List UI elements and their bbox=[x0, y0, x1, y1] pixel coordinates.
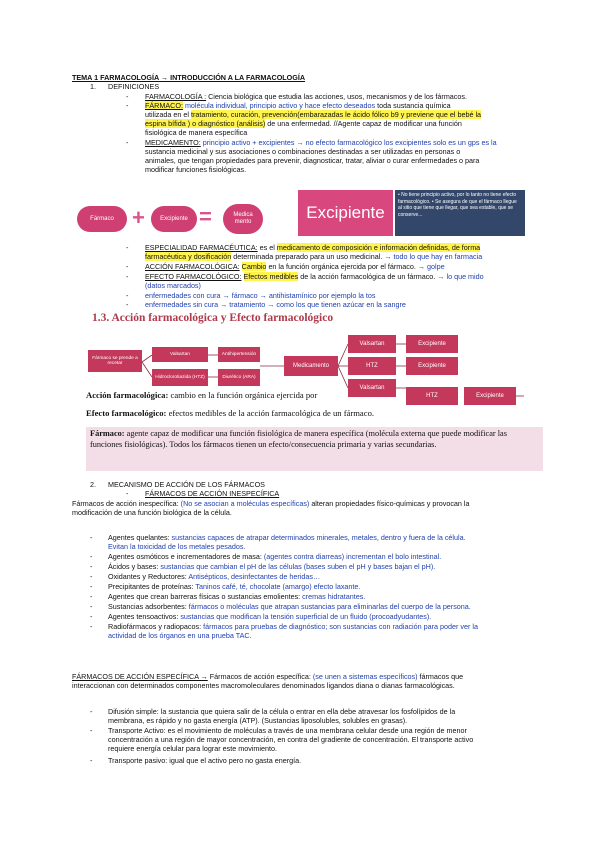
efecto-definition bbox=[86, 408, 374, 418]
text: cambio en la función orgánica ejercida por bbox=[170, 390, 318, 400]
note-bullet: enfermedades con cura → fármaco → antihistamínico por ejemplo la tos bbox=[145, 291, 376, 300]
bullet-dash: - bbox=[126, 243, 129, 252]
item-text: cremas hidratantes. bbox=[302, 592, 366, 601]
list-item-cont: requiere energía celular para lograr este movimiento. bbox=[108, 744, 277, 753]
accion-definition bbox=[86, 390, 317, 400]
definition-medicamento bbox=[145, 138, 497, 147]
item-label: Agentes que crean barreras físicas o sustancias emolientes: bbox=[108, 592, 301, 601]
text: es el bbox=[259, 243, 275, 252]
intro-line bbox=[72, 499, 470, 508]
medicamento-pill: Medica mento bbox=[223, 204, 263, 234]
definition-line bbox=[145, 110, 481, 119]
bullet-dash: - bbox=[90, 612, 93, 621]
highlighted-text: espina bífida ) o diagnóstico (análisis) bbox=[145, 119, 266, 128]
item-label: Agentes quelantes: bbox=[108, 533, 170, 542]
excipiente-banner: Excipiente bbox=[298, 190, 393, 236]
text: determinada preparado para un uso medicinal. bbox=[233, 252, 383, 261]
list-item: Transporte pasivo: igual que el activo pero no gasta energía. bbox=[108, 756, 302, 765]
item-text: fármacos para pruebas de diagnóstico; son sustancias con radiación para poder ver la bbox=[203, 622, 478, 631]
definition-efecto bbox=[145, 272, 484, 281]
term-text: Ciencia biológica que estudia las acciones, usos, mecanismos y de los fármacos. bbox=[208, 92, 467, 101]
text: Fármacos de acción específica: bbox=[209, 672, 311, 681]
item-label: Radiofármacos y radiopacos: bbox=[108, 622, 202, 631]
list-item-cont: membrana, es rápido y no gasta energía (ATP). (Sustancias liposolubles, solubles en grasas). bbox=[108, 716, 408, 725]
text: de la acción farmacológica de un fármaco. bbox=[300, 272, 436, 281]
list-item bbox=[108, 602, 471, 611]
definition-farmacologia bbox=[145, 92, 467, 101]
definition-line: fisiológica de manera específica bbox=[145, 128, 248, 137]
antihipertensivo-box: Antihipertensión bbox=[218, 347, 260, 362]
excipiente-box: Excipiente bbox=[406, 335, 458, 353]
definition-accion bbox=[145, 262, 445, 271]
highlighted-text: Cambio bbox=[241, 262, 267, 271]
list-item bbox=[108, 552, 441, 561]
term-label: ESPECIALIDAD FARMACÉUTICA: bbox=[145, 243, 258, 252]
highlighted-text: tratamiento, curación, prevención(embarazadas le ácido fólico b9 y previene que el bebé la bbox=[190, 110, 482, 119]
heading-label: FÁRMACOS DE ACCIÓN ESPECÍFICA → bbox=[72, 672, 208, 681]
definition-line: sustancia medicinal y sus asociaciones o combinaciones destinadas a ser utilizadas en personas o bbox=[145, 147, 461, 156]
bullet-dash: - bbox=[90, 707, 93, 716]
subsection-heading: FÁRMACOS DE ACCIÓN INESPECÍFICA bbox=[145, 489, 280, 498]
bullet-dash: - bbox=[126, 138, 129, 147]
item-label: Agentes tensoactivos: bbox=[108, 612, 179, 621]
list-item: Transporte Activo: es el movimiento de moléculas a través de una membrana celular desde una región de menor bbox=[108, 726, 467, 735]
bullet-dash: - bbox=[126, 101, 129, 110]
item-text: (agentes contra diarreas) incrementan el bolo intestinal. bbox=[263, 552, 442, 561]
especifica-heading bbox=[72, 672, 463, 681]
bullet-dash: - bbox=[126, 489, 129, 498]
item-text: fármacos o moléculas que atrapan sustancias para eliminarlas del cuerpo de la persona. bbox=[188, 602, 471, 611]
text: de una enfermedad. //Agente capaz de modificar una función bbox=[267, 119, 462, 128]
bullet-dash: - bbox=[90, 602, 93, 611]
valsartan-box: Valsartan bbox=[348, 379, 396, 397]
equals-icon: = bbox=[199, 204, 212, 229]
bullet-dash: - bbox=[90, 726, 93, 735]
list-item bbox=[108, 562, 435, 571]
valsartan-box: Valsartan bbox=[152, 347, 208, 362]
excipiente-box: Excipiente bbox=[406, 357, 458, 375]
list-item bbox=[108, 582, 360, 591]
farmaco-pill: Fármaco bbox=[77, 206, 127, 232]
text: Fármacos de acción inespecífica: bbox=[72, 499, 179, 508]
text: efectos medibles de la acción farmacológica de un fármaco. bbox=[168, 408, 375, 418]
item-text: sustancias que cambian el pH de las células (bases suben el pH y bases bajan el pH). bbox=[160, 562, 436, 571]
note-text: (No se asocian a moléculas específicas) bbox=[180, 499, 310, 508]
text: fármacos que bbox=[419, 672, 464, 681]
farmaco-definition-box bbox=[86, 427, 543, 471]
term-label: ACCIÓN FARMACOLÓGICA: bbox=[145, 262, 240, 271]
section-heading: MECANISMO DE ACCIÓN DE LOS FÁRMACOS bbox=[108, 480, 265, 489]
medicamento-box: Medicamento bbox=[284, 356, 338, 376]
bullet-dash: - bbox=[90, 562, 93, 571]
definition-line: modificar funciones fisiológicas. bbox=[145, 165, 247, 174]
bullet-dash: - bbox=[126, 291, 129, 300]
htz-box: HTZ bbox=[348, 357, 396, 375]
excipiente-note: • No tiene principio activo, por lo tanto no tiene efecto farmacológico. • Se asegura de que el fármaco llegue al sitio que tiene que llegar, que sea estable, que se conserve... bbox=[395, 190, 525, 236]
excipiente-pill: Excipiente bbox=[151, 206, 197, 232]
highlighted-text: medicamento de composición e información definidas, de forma bbox=[276, 243, 481, 252]
bullet-dash: - bbox=[126, 262, 129, 271]
definition-line: animales, que tengan propiedades para prevenir, diagnosticar, tratar, aliviar o curar enfermedades o para bbox=[145, 156, 480, 165]
text: en la función orgánica ejercida por el fármaco. bbox=[268, 262, 416, 271]
note-text: → golpe bbox=[417, 262, 445, 271]
item-text: sustancias capaces de atrapar determinados minerales, metales, dentro y fuera de la célula. bbox=[171, 533, 466, 542]
text: utilizada en el bbox=[145, 110, 189, 119]
label: Fármaco: bbox=[90, 429, 125, 438]
definition-line bbox=[145, 119, 462, 128]
list-item-cont: Evitan la toxicidad de los metales pesados. bbox=[108, 542, 246, 551]
document-title: TEMA 1 FARMACOLOGÍA → INTRODUCCIÓN A LA FARMACOLOGÍA bbox=[72, 73, 306, 82]
htz-box: HTZ bbox=[406, 387, 458, 405]
label: Efecto farmacológico: bbox=[86, 408, 167, 418]
label: Acción farmacológica: bbox=[86, 390, 169, 400]
term-text: principio activo + excipientes → no efecto farmacológico los excipientes solo es un gps es la bbox=[202, 138, 497, 147]
accion-efecto-figure bbox=[86, 310, 543, 468]
term-label: FARMACOLOGÍA : bbox=[145, 92, 207, 101]
note-text: → lo que mido bbox=[437, 272, 484, 281]
item-text: Antisépticos, desinfectantes de heridas… bbox=[188, 572, 321, 581]
definition-especialidad bbox=[145, 243, 480, 252]
bullet-dash: - bbox=[126, 272, 129, 281]
bullet-dash: - bbox=[90, 572, 93, 581]
htz-box: Hidroclorotiazida (HTZ) bbox=[152, 369, 208, 386]
item-text: Taninos café, té, chocolate (amargo) efecto laxante. bbox=[195, 582, 361, 591]
highlighted-text: farmacéutica y dosificación bbox=[145, 252, 232, 261]
note-bullet: enfermedades sin cura → tratamiento → como los que tienen azúcar en la sangre bbox=[145, 300, 406, 309]
list-item-cont: actividad de los órganos en una prueba TAC. bbox=[108, 631, 252, 640]
especifica-line: interaccionan con determinados componentes macromoleculares denominados ligandos diana o dianas farmacológicas. bbox=[72, 681, 455, 690]
list-item bbox=[108, 612, 431, 621]
diuretico-box: Diurético (ARA) bbox=[218, 369, 260, 386]
item-label: Agentes osmóticos e incrementadores de masa: bbox=[108, 552, 262, 561]
term-label: EFECTO FARMACOLÓGICO: bbox=[145, 272, 242, 281]
note-text: (se unen a sistemas específicos) bbox=[312, 672, 418, 681]
section-number: 2. bbox=[90, 480, 96, 489]
text: agente capaz de modificar una función fisiológica de manera específica (molécula externa que puede modificar las funciones fisiológicas). Todos los fármacos tienen un efecto/consecuencia primaria y varias secundarias. bbox=[90, 429, 507, 449]
item-label: Precipitantes de proteínas: bbox=[108, 582, 194, 591]
intro-line: modificación de una función biológica de la célula. bbox=[72, 508, 232, 517]
definition-farmaco bbox=[145, 101, 451, 110]
item-label: Ácidos y bases: bbox=[108, 562, 159, 571]
bullet-dash: - bbox=[90, 592, 93, 601]
plus-icon: + bbox=[132, 205, 145, 230]
valsartan-box: Valsartan bbox=[348, 335, 396, 353]
item-text: sustancias que modifican la tensión superficial de un fluido (procoadyudantes). bbox=[180, 612, 432, 621]
term-label: FÁRMACO: bbox=[145, 101, 183, 110]
text: alteran propiedades físico-químicas y provocan la bbox=[311, 499, 470, 508]
bullet-dash: - bbox=[126, 300, 129, 309]
term-label: MEDICAMENTO: bbox=[145, 138, 201, 147]
list-item bbox=[108, 572, 320, 581]
bullet-dash: - bbox=[90, 582, 93, 591]
section-heading: DEFINICIONES bbox=[108, 82, 160, 91]
bullet-dash: - bbox=[90, 533, 93, 542]
list-item bbox=[108, 592, 365, 601]
bullet-dash: - bbox=[90, 552, 93, 561]
term-text: toda sustancia química bbox=[377, 101, 451, 110]
bullet-dash: - bbox=[90, 622, 93, 631]
item-label: Sustancias adsorbentes: bbox=[108, 602, 187, 611]
excipiente-box: Excipiente bbox=[464, 387, 516, 405]
highlighted-text: Efectos medibles bbox=[243, 272, 299, 281]
note-text: → todo lo que hay en farmacia bbox=[384, 252, 483, 261]
term-text: molécula individual, principio activo y hace efecto deseados bbox=[184, 101, 376, 110]
root-box: Fármaco se prende a recetar bbox=[88, 350, 142, 372]
list-item: Difusión simple: la sustancia que quiera salir de la célula o entrar en ella debe atravesar los fosfolípidos de la bbox=[108, 707, 456, 716]
item-label: Oxidantes y Reductores: bbox=[108, 572, 187, 581]
bullet-dash: - bbox=[126, 92, 129, 101]
section-number: 1. bbox=[90, 82, 96, 91]
figure-heading: 1.3. Acción farmacológica y Efecto farmacológico bbox=[92, 312, 334, 324]
definition-line bbox=[145, 252, 482, 261]
list-item-cont: concentración a una región de mayor concentración, en contra del gradiente de concentración. El transporte activo bbox=[108, 735, 474, 744]
bullet-dash: - bbox=[90, 756, 93, 765]
list-item bbox=[108, 533, 466, 542]
definition-line: (datos marcados) bbox=[145, 281, 201, 290]
list-item bbox=[108, 622, 478, 631]
